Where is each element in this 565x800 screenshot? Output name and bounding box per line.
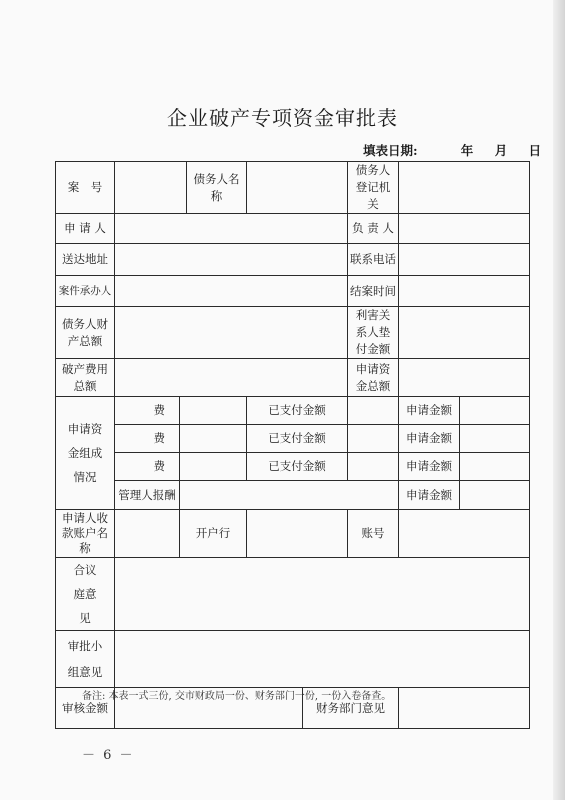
- row-bankruptcy-cost: [56, 359, 530, 397]
- bankruptcy-cost-label: 破产费用总额: [56, 359, 115, 397]
- phone-label: 联系电话: [348, 244, 399, 276]
- closing-time-label: 结案时间: [348, 276, 399, 307]
- row-address: [56, 244, 530, 276]
- debtor-name-label: 债务人名称: [187, 162, 247, 214]
- account-name-field[interactable]: [115, 510, 180, 558]
- debtor-registry-label: 债务人登记机关: [348, 162, 399, 214]
- review-group-field[interactable]: [115, 631, 530, 688]
- phone-field[interactable]: [399, 244, 530, 276]
- fund-4-apply-field[interactable]: [460, 481, 530, 510]
- approval-form-table: [55, 161, 530, 729]
- fund-1-paid-field[interactable]: [348, 397, 399, 425]
- row-fund-1: [56, 397, 530, 425]
- fund-2-fee-text: 费: [115, 425, 180, 452]
- fund-1-fee-label: [115, 397, 247, 425]
- fund-2-apply-label: 申请金额: [399, 425, 460, 453]
- fund-1-fee-text: 费: [115, 397, 180, 424]
- responsible-label: 负 责 人: [348, 214, 399, 244]
- case-number-field[interactable]: [115, 162, 187, 214]
- fund-3-fee-label: [115, 453, 247, 481]
- fund-2-fee-label: [115, 425, 247, 453]
- fill-date-day: 日: [528, 143, 542, 158]
- fund-1-apply-label: 申请金额: [399, 397, 460, 425]
- row-case-number: [56, 162, 530, 214]
- account-no-label: 账号: [348, 510, 399, 558]
- fund-3-paid-label: 已支付金额: [247, 453, 348, 481]
- handler-field[interactable]: [115, 276, 348, 307]
- address-label: 送达地址: [56, 244, 115, 276]
- applicant-label: 申 请 人: [56, 214, 115, 244]
- row-account: [56, 510, 530, 558]
- row-debtor-assets: [56, 307, 530, 359]
- apply-total-label: 申请资金总额: [348, 359, 399, 397]
- responsible-field[interactable]: [399, 214, 530, 244]
- advance-amount-field[interactable]: [399, 307, 530, 359]
- fill-date-line: [363, 141, 545, 159]
- fill-date-month: 月: [494, 143, 508, 158]
- row-fund-3: [56, 453, 530, 481]
- fund-2-paid-field[interactable]: [348, 425, 399, 453]
- page-number: － 6 －: [82, 748, 135, 763]
- fill-date-label: 填表日期:: [363, 143, 418, 158]
- finance-opinion-field[interactable]: [399, 688, 530, 729]
- row-fund-admin: [56, 481, 530, 510]
- finance-opinion-label: 财务部门意见: [303, 688, 399, 729]
- bankruptcy-cost-field[interactable]: [115, 359, 348, 397]
- row-fund-2: [56, 425, 530, 453]
- approved-amount-label: 审核金额: [56, 688, 115, 729]
- row-applicant: [56, 214, 530, 244]
- applicant-field[interactable]: [115, 214, 348, 244]
- review-group-label: 审批小组意见: [56, 631, 115, 688]
- row-handler: [56, 276, 530, 307]
- handler-label: 案件承办人: [56, 276, 115, 307]
- fund-3-fee-text: 费: [115, 453, 180, 480]
- bank-label: 开户行: [180, 510, 247, 558]
- panel-opinion-field[interactable]: [115, 558, 530, 631]
- case-number-label: 案 号: [56, 162, 115, 214]
- fill-date-year: 年: [460, 143, 474, 158]
- fund-1-paid-label: 已支付金额: [247, 397, 348, 425]
- row-review-group: [56, 631, 530, 688]
- fund-composition-label: 申请资金组成情况: [56, 397, 115, 510]
- debtor-assets-label: 债务人财产总额: [56, 307, 115, 359]
- page-title: 企业破产专项资金审批表: [167, 106, 398, 130]
- admin-pay-label: 管理人报酬: [115, 481, 180, 510]
- closing-time-field[interactable]: [399, 276, 530, 307]
- footnote: 备注: 本表一式三份, 交市财政局一份、财务部门一份, 一份入卷备查。: [82, 691, 392, 702]
- debtor-assets-field[interactable]: [115, 307, 348, 359]
- apply-total-field[interactable]: [399, 359, 530, 397]
- fund-2-paid-label: 已支付金额: [247, 425, 348, 453]
- fund-3-apply-field[interactable]: [460, 453, 530, 481]
- fund-2-apply-field[interactable]: [460, 425, 530, 453]
- account-no-field[interactable]: [399, 510, 530, 558]
- fund-3-apply-label: 申请金额: [399, 453, 460, 481]
- account-name-label: 申请人收款账户名称: [56, 510, 115, 558]
- fund-1-apply-field[interactable]: [460, 397, 530, 425]
- advance-amount-label: 利害关系人垫付金额: [348, 307, 399, 359]
- fund-3-paid-field[interactable]: [348, 453, 399, 481]
- admin-pay-field[interactable]: [180, 481, 399, 510]
- debtor-name-field[interactable]: [247, 162, 348, 214]
- row-panel-opinion: [56, 558, 530, 631]
- bank-field[interactable]: [247, 510, 348, 558]
- address-field[interactable]: [115, 244, 348, 276]
- panel-opinion-label: 合议庭意见: [56, 558, 115, 631]
- fund-4-apply-label: 申请金额: [399, 481, 460, 510]
- debtor-registry-field[interactable]: [399, 162, 530, 214]
